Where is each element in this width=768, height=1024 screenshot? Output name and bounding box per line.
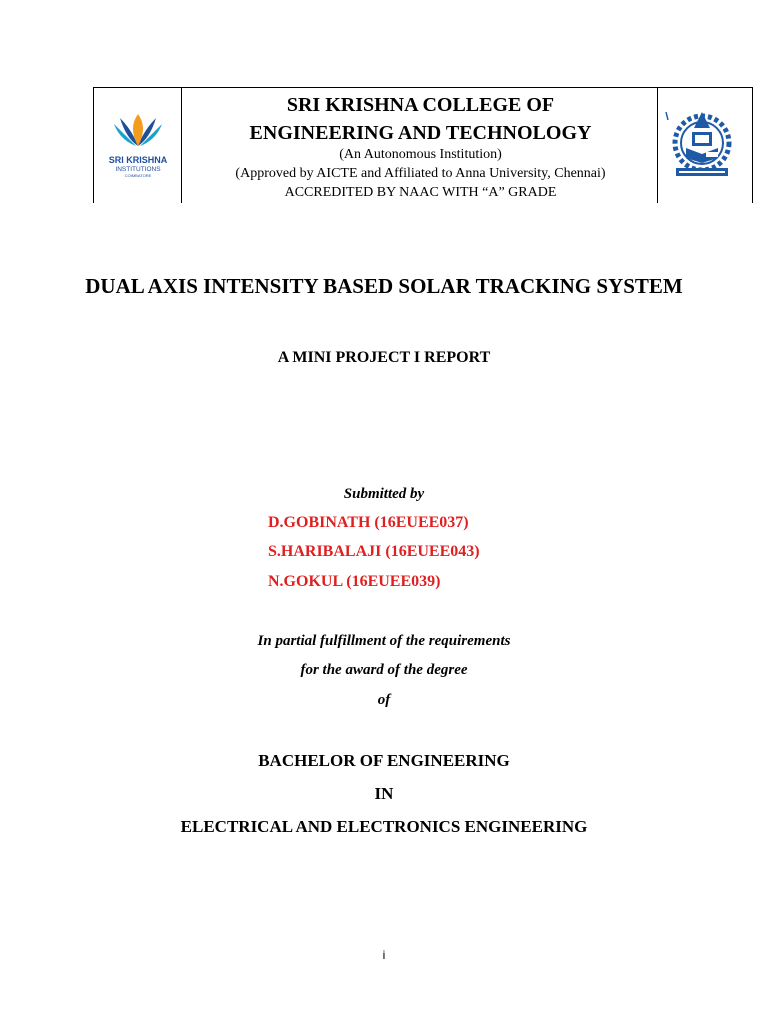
student-name: S.HARIBALAJI (16EUEE043) [268, 543, 480, 560]
logo-text-institutions: INSTITUTIONS [115, 166, 161, 173]
fulfillment-line1: In partial fulfillment of the requirements [257, 633, 511, 649]
approval-line: (Approved by AICTE and Affiliated to Anna University, Chennai) [235, 166, 606, 181]
logo-text-coimbatore: COIMBATORE [124, 173, 152, 178]
autonomous-line: (An Autonomous Institution) [339, 147, 502, 162]
degree-in: IN [374, 784, 394, 803]
college-emblem-icon [658, 88, 753, 203]
page-number: i [382, 948, 386, 962]
left-logo-cell [94, 88, 182, 203]
degree-branch: ELECTRICAL AND ELECTRONICS ENGINEERING [180, 817, 588, 836]
right-logo-cell [657, 88, 752, 203]
degree-name: BACHELOR OF ENGINEERING [258, 751, 510, 770]
accreditation-line: ACCREDITED BY NAAC WITH “A” GRADE [284, 185, 557, 200]
submitted-by-label: Submitted by [343, 486, 425, 502]
fulfillment-line3: of [377, 692, 391, 708]
sri-krishna-lotus-logo-icon [94, 88, 182, 203]
college-header [93, 87, 753, 203]
student-name: D.GOBINATH (16EUEE037) [268, 514, 469, 531]
fulfillment-line2: for the award of the degree [300, 662, 468, 678]
student-name: N.GOKUL (16EUEE039) [268, 573, 441, 590]
college-name-line2: ENGINEERING AND TECHNOLOGY [249, 122, 592, 144]
report-title: DUAL AXIS INTENSITY BASED SOLAR TRACKING SYSTEM [85, 274, 683, 298]
logo-text-sri-krishna: SRI KRISHNA [108, 155, 168, 165]
college-name-line1: SRI KRISHNA COLLEGE OF [286, 94, 555, 116]
report-subtitle: A MINI PROJECT I REPORT [277, 349, 491, 366]
